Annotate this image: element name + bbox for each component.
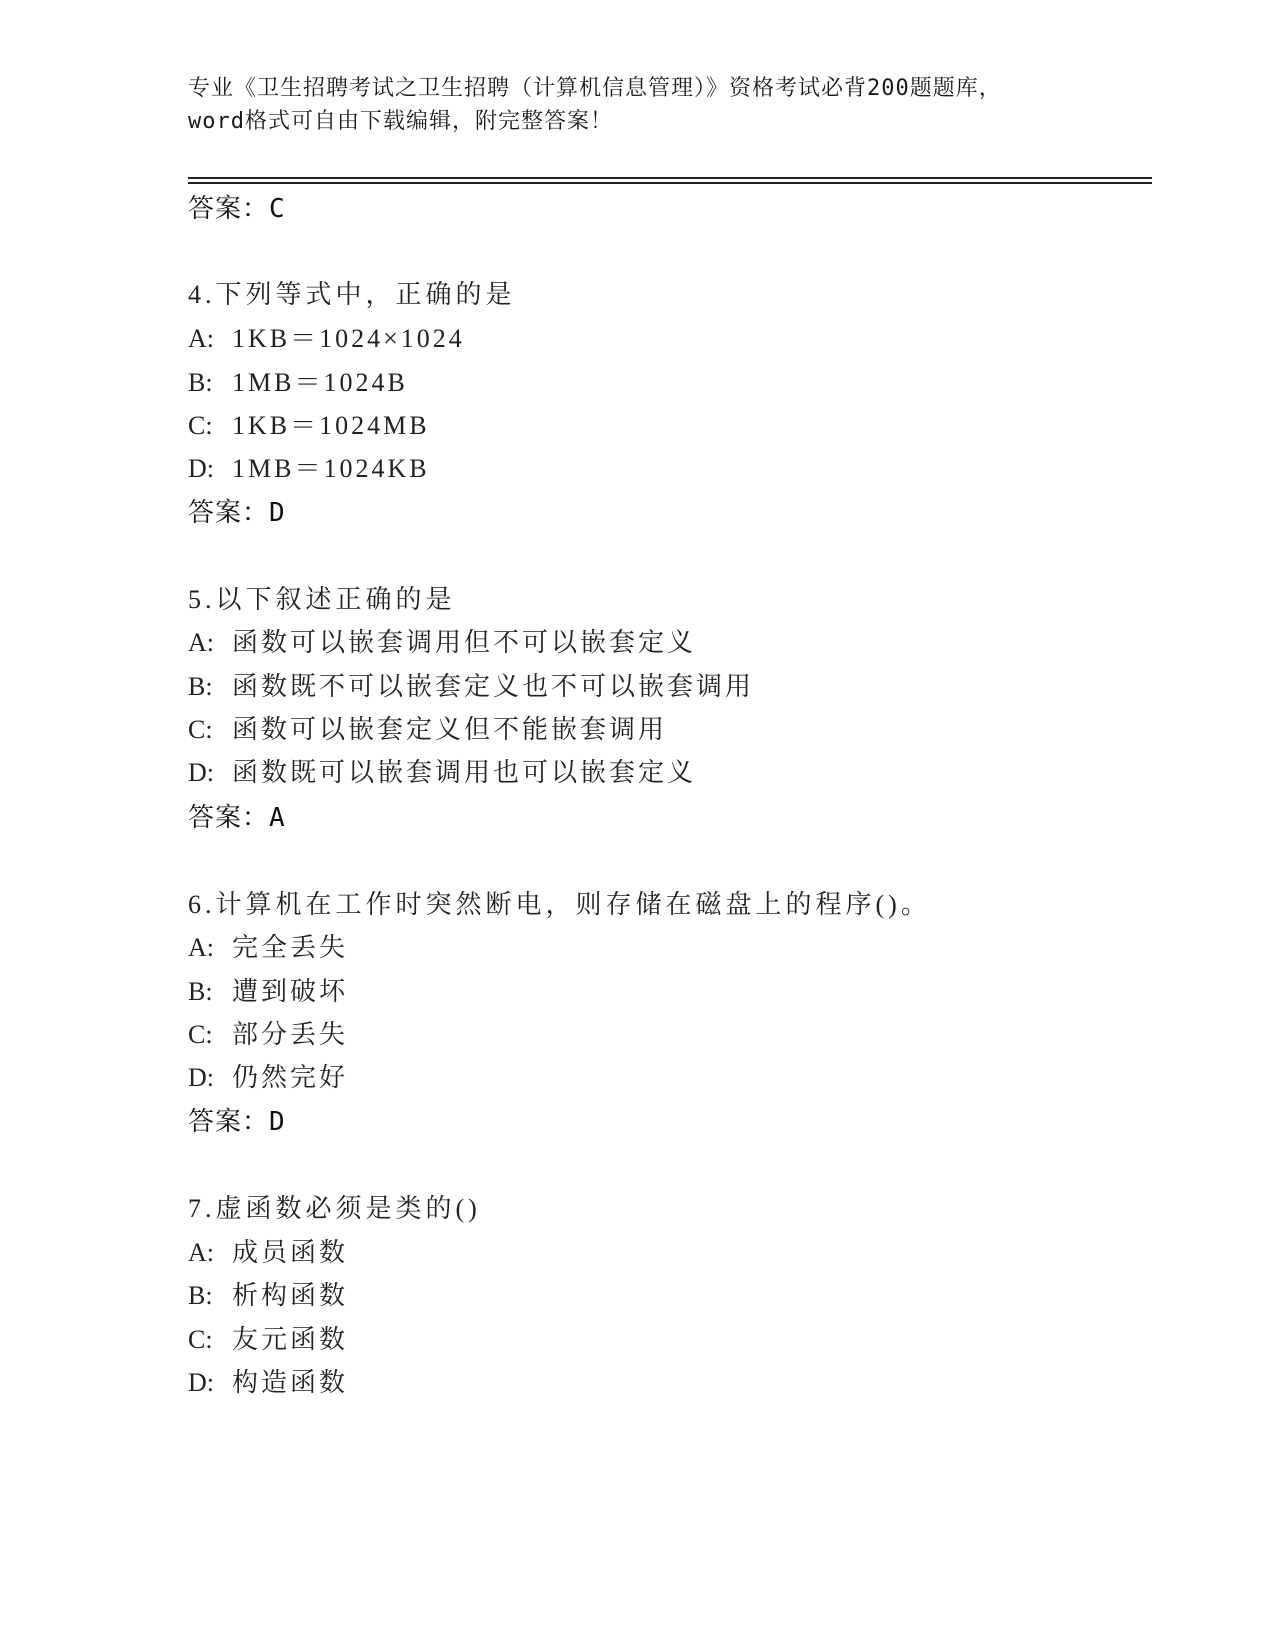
option-label: B: xyxy=(188,977,213,1006)
option-text: 函数既不可以嵌套定义也不可以嵌套调用 xyxy=(232,672,755,701)
question-4-option-d xyxy=(188,448,430,485)
option-text: 析构函数 xyxy=(232,1281,349,1310)
question-7-option-d xyxy=(188,1362,348,1399)
question-6-answer: 答案：D xyxy=(188,1107,286,1137)
question-5-stem: 5.以下叙述正确的是 xyxy=(188,585,456,614)
option-label: A: xyxy=(188,324,214,353)
question-5-option-d xyxy=(188,752,696,789)
option-label: C: xyxy=(188,1020,213,1049)
option-text: 成员函数 xyxy=(232,1238,349,1267)
answer-prev: 答案：C xyxy=(188,194,286,224)
option-text: 仍然完好 xyxy=(232,1063,349,1092)
question-6-option-a xyxy=(188,927,348,964)
option-label: D: xyxy=(188,758,214,787)
question-6-option-b xyxy=(188,971,348,1008)
option-text: 1KB＝1024×1024 xyxy=(232,324,465,353)
question-6-stem: 6.计算机在工作时突然断电，则存储在磁盘上的程序()。 xyxy=(188,890,931,919)
question-5-option-a xyxy=(188,622,696,659)
question-4-stem: 4.下列等式中，正确的是 xyxy=(188,280,516,309)
option-text: 构造函数 xyxy=(232,1368,349,1397)
question-5-answer: 答案：A xyxy=(188,803,286,833)
option-label: B: xyxy=(188,368,213,397)
header-divider-top xyxy=(188,177,1152,179)
option-text: 完全丢失 xyxy=(232,933,349,962)
option-label: D: xyxy=(188,454,214,483)
header-line-2: word格式可自由下载编辑，附完整答案！ xyxy=(188,109,613,134)
option-text: 函数可以嵌套定义但不能嵌套调用 xyxy=(232,715,668,744)
question-4-answer: 答案：D xyxy=(188,498,286,528)
option-label: C: xyxy=(188,411,213,440)
option-text: 函数既可以嵌套调用也可以嵌套定义 xyxy=(232,758,697,787)
option-text: 1MB＝1024KB xyxy=(232,454,430,483)
question-4-option-b xyxy=(188,362,408,399)
option-label: A: xyxy=(188,933,214,962)
option-label: C: xyxy=(188,715,213,744)
question-5-option-b xyxy=(188,666,754,703)
question-7-option-b xyxy=(188,1275,348,1312)
question-7-option-c xyxy=(188,1319,348,1356)
option-label: B: xyxy=(188,672,213,701)
option-text: 1KB＝1024MB xyxy=(232,411,430,440)
question-6-option-d xyxy=(188,1057,348,1094)
option-label: D: xyxy=(188,1063,214,1092)
header-divider-bottom xyxy=(188,182,1152,184)
option-text: 1MB＝1024B xyxy=(232,368,408,397)
header-line-1: 专业《卫生招聘考试之卫生招聘（计算机信息管理）》资格考试必背200题题库， xyxy=(188,76,1002,101)
option-text: 函数可以嵌套调用但不可以嵌套定义 xyxy=(232,628,697,657)
option-label: D: xyxy=(188,1368,214,1397)
option-text: 友元函数 xyxy=(232,1325,349,1354)
option-text: 部分丢失 xyxy=(232,1020,349,1049)
option-text: 遭到破坏 xyxy=(232,977,349,1006)
option-label: B: xyxy=(188,1281,213,1310)
question-4-option-c xyxy=(188,405,430,442)
question-7-stem: 7.虚函数必须是类的() xyxy=(188,1194,481,1223)
question-5-option-c xyxy=(188,709,667,746)
document-header xyxy=(188,72,1088,138)
question-6-option-c xyxy=(188,1014,348,1051)
option-label: A: xyxy=(188,628,214,657)
question-7-option-a xyxy=(188,1232,348,1269)
option-label: A: xyxy=(188,1238,214,1267)
question-4-option-a xyxy=(188,318,465,355)
option-label: C: xyxy=(188,1325,213,1354)
